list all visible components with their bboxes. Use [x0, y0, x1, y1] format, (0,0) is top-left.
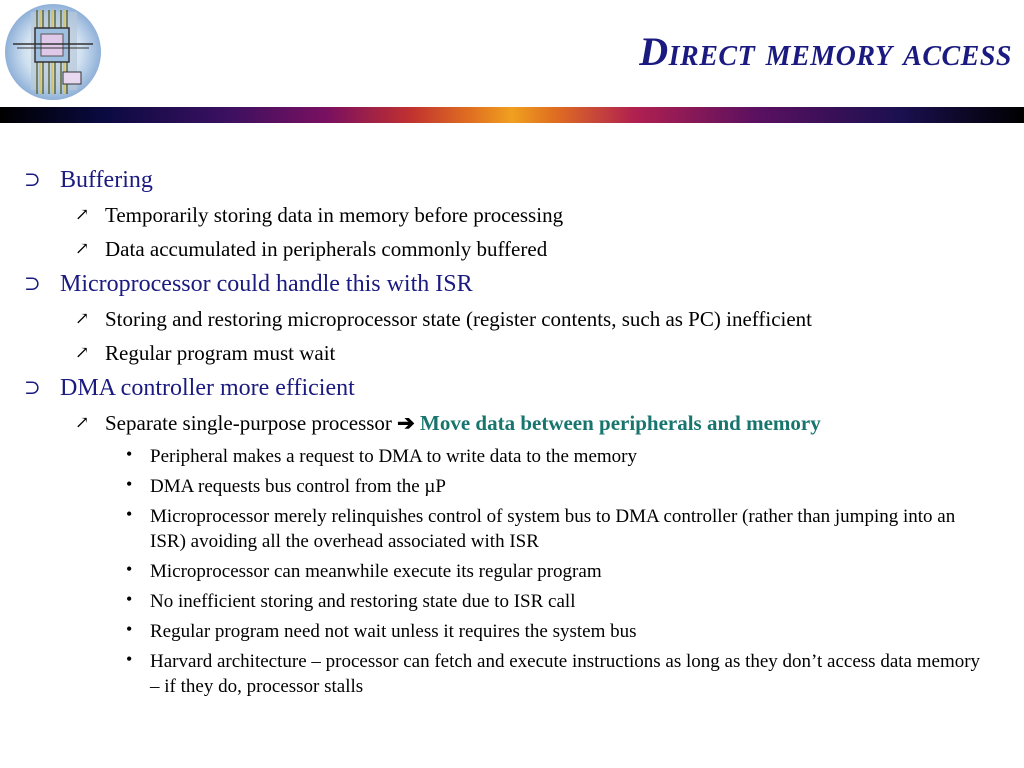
bullet-text: Separate single-purpose processor: [105, 411, 392, 435]
bullet-level3: [0, 648, 1024, 703]
slide-content: [0, 165, 1024, 703]
bullet-text: Harvard architecture – processor can fetch and execute instructions as long as they don’t access data memory – if they do, processor stalls: [150, 651, 981, 697]
bullet-level3: [0, 473, 1024, 503]
right-arrow-icon: ➔: [397, 411, 415, 435]
circuit-chip-logo-icon: [3, 2, 103, 102]
bullet-level3: [0, 443, 1024, 473]
curved-arrow-bullet-icon: ⊃: [24, 169, 41, 191]
bullet-level1: [0, 373, 1024, 409]
bullet-text: Storing and restoring microprocessor state (register contents, such as PC) inefficient: [105, 307, 813, 331]
bullet-text: Microprocessor can meanwhile execute its regular program: [150, 561, 602, 582]
title-divider-bar: [0, 107, 1024, 123]
bullet-text: No inefficient storing and restoring state due to ISR call: [150, 591, 576, 612]
dot-bullet-icon: •: [126, 619, 133, 639]
bullet-level3: [0, 558, 1024, 588]
dot-bullet-icon: •: [126, 649, 133, 669]
dot-bullet-icon: •: [126, 444, 133, 464]
dot-bullet-icon: •: [126, 559, 133, 579]
bullet-level3: [0, 503, 1024, 558]
bullet-level3: [0, 618, 1024, 648]
dot-bullet-icon: •: [126, 474, 133, 494]
bullet-text-with-highlight: [105, 411, 821, 436]
bullet-text: Peripheral makes a request to DMA to write data to the memory: [150, 446, 638, 467]
arrow-bullet-icon: ↗: [75, 239, 90, 258]
bullet-level2: [0, 409, 1024, 443]
bullet-level2: [0, 305, 1024, 339]
bullet-level1: [0, 269, 1024, 305]
bullet-text: Regular program need not wait unless it requires the system bus: [150, 621, 637, 642]
highlight-text: Move data between peripherals and memory: [420, 411, 821, 435]
bullet-level2: [0, 339, 1024, 373]
bullet-text: DMA controller more efficient: [60, 375, 355, 401]
curved-arrow-bullet-icon: ⊃: [24, 273, 41, 295]
dot-bullet-icon: •: [126, 504, 133, 524]
bullet-text: Microprocessor merely relinquishes control of system bus to DMA controller (rather than jumping into an ISR) avoiding all the overhead associated with ISR: [150, 506, 956, 552]
arrow-bullet-icon: ↗: [75, 413, 90, 432]
bullet-text: Temporarily storing data in memory before processing: [105, 203, 564, 227]
dot-bullet-icon: •: [126, 589, 133, 609]
bullet-level2: [0, 201, 1024, 235]
bullet-text: Data accumulated in peripherals commonly buffered: [105, 237, 548, 261]
slide-title: Direct memory access: [639, 29, 1012, 74]
arrow-bullet-icon: ↗: [75, 309, 90, 328]
bullet-level3: [0, 588, 1024, 618]
curved-arrow-bullet-icon: ⊃: [24, 377, 41, 399]
arrow-bullet-icon: ↗: [75, 343, 90, 362]
bullet-level2: [0, 235, 1024, 269]
bullet-text: Regular program must wait: [105, 341, 336, 365]
arrow-bullet-icon: ↗: [75, 205, 90, 224]
bullet-text: DMA requests bus control from the µP: [150, 476, 446, 497]
bullet-text: Microprocessor could handle this with ISR: [60, 271, 473, 297]
bullet-level1: [0, 165, 1024, 201]
bullet-text: Buffering: [60, 167, 153, 193]
